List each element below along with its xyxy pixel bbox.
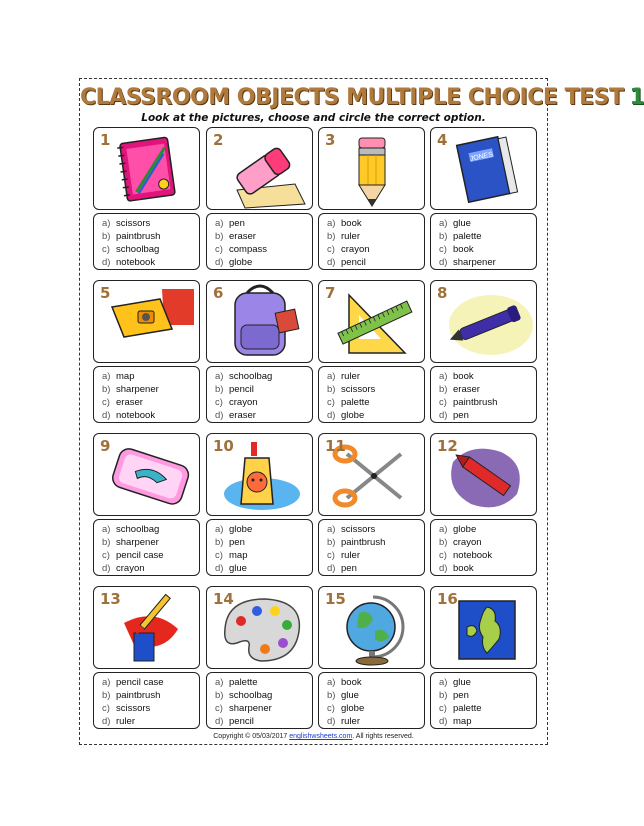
answer-option[interactable] [327, 549, 424, 562]
option-letter: b) [439, 384, 448, 395]
option-letter: c) [439, 703, 447, 714]
question-picture [318, 586, 425, 669]
option-text: palette [453, 703, 482, 714]
option-letter: c) [215, 397, 223, 408]
option-text: globe [341, 703, 365, 714]
option-letter: a) [327, 371, 336, 382]
option-text: paintbrush [453, 397, 498, 408]
option-text: pencil case [116, 550, 164, 561]
question-number: 14 [213, 590, 234, 608]
option-letter: d) [439, 563, 448, 574]
option-letter: c) [102, 550, 110, 561]
answer-option[interactable] [439, 702, 536, 715]
rights-text: . All rights reserved. [352, 733, 414, 740]
option-letter: c) [215, 703, 223, 714]
option-letter: b) [327, 537, 336, 548]
answer-option[interactable] [327, 409, 424, 422]
option-text: notebook [116, 410, 156, 421]
answer-option[interactable] [439, 243, 536, 256]
option-text: crayon [453, 537, 482, 548]
answer-option[interactable] [327, 230, 424, 243]
answer-option[interactable] [439, 715, 536, 728]
answer-option[interactable] [215, 715, 312, 728]
question-number: 3 [325, 131, 336, 149]
answer-option[interactable] [215, 409, 312, 422]
question-picture [206, 433, 313, 516]
option-letter: d) [215, 257, 224, 268]
question-picture [430, 586, 537, 669]
question-number: 10 [213, 437, 234, 455]
option-text: globe [229, 257, 253, 268]
question-picture [206, 280, 313, 363]
answer-option[interactable] [102, 383, 199, 396]
question-card [318, 586, 425, 728]
option-text: map [229, 550, 248, 561]
answer-option[interactable] [102, 217, 199, 230]
question-card [318, 127, 425, 269]
answer-option[interactable] [439, 396, 536, 409]
option-letter: c) [327, 397, 335, 408]
answer-option[interactable] [439, 523, 536, 536]
option-letter: a) [215, 371, 224, 382]
question-card [93, 433, 200, 575]
option-letter: b) [439, 690, 448, 701]
answer-option[interactable] [102, 409, 199, 422]
copyright-text: Copyright © 05/03/2017 [213, 733, 288, 740]
answer-option[interactable] [327, 396, 424, 409]
answer-option[interactable] [439, 409, 536, 422]
option-text: globe [229, 524, 253, 535]
option-letter: c) [327, 550, 335, 561]
option-letter: c) [102, 703, 110, 714]
option-letter: d) [439, 257, 448, 268]
answer-option[interactable] [327, 715, 424, 728]
option-letter: a) [327, 524, 336, 535]
question-card [206, 586, 313, 728]
answer-option[interactable] [327, 217, 424, 230]
option-text: paintbrush [116, 690, 161, 701]
option-text: compass [229, 244, 268, 255]
answer-options [430, 213, 537, 270]
answer-options [430, 519, 537, 576]
answer-option[interactable] [215, 702, 312, 715]
option-letter: c) [439, 244, 447, 255]
question-card [206, 433, 313, 575]
option-letter: d) [439, 716, 448, 727]
answer-option[interactable] [215, 523, 312, 536]
answer-option[interactable] [102, 676, 199, 689]
option-text: pen [453, 690, 469, 701]
question-picture [93, 586, 200, 669]
answer-options [430, 366, 537, 423]
option-text: ruler [116, 716, 136, 727]
option-text: eraser [453, 384, 480, 395]
option-text: notebook [116, 257, 156, 268]
option-letter: b) [102, 537, 111, 548]
question-picture [93, 280, 200, 363]
option-letter: d) [215, 563, 224, 574]
answer-option[interactable] [102, 689, 199, 702]
option-text: scissors [341, 384, 376, 395]
option-text: pencil case [116, 677, 164, 688]
answer-option[interactable] [327, 676, 424, 689]
option-text: globe [453, 524, 477, 535]
answer-option[interactable] [439, 536, 536, 549]
answer-option[interactable] [327, 256, 424, 269]
answer-option[interactable] [102, 396, 199, 409]
question-picture [93, 127, 200, 210]
answer-option[interactable] [439, 676, 536, 689]
option-letter: b) [102, 231, 111, 242]
option-text: book [341, 218, 362, 229]
option-text: glue [453, 218, 471, 229]
answer-options [318, 519, 425, 576]
question-number: 8 [437, 284, 448, 302]
option-letter: d) [102, 257, 111, 268]
option-text: sharpener [116, 384, 159, 395]
option-text: globe [341, 410, 365, 421]
answer-options [93, 366, 200, 423]
option-letter: b) [439, 537, 448, 548]
option-letter: c) [102, 397, 110, 408]
answer-option[interactable] [439, 689, 536, 702]
option-text: pencil [229, 716, 254, 727]
answer-option[interactable] [439, 370, 536, 383]
option-letter: a) [102, 677, 111, 688]
answer-options [206, 519, 313, 576]
answer-option[interactable] [439, 549, 536, 562]
answer-option[interactable] [215, 562, 312, 575]
answer-option[interactable] [327, 702, 424, 715]
question-picture [206, 127, 313, 210]
option-letter: c) [327, 244, 335, 255]
answer-options [206, 366, 313, 423]
answer-option[interactable] [102, 256, 199, 269]
question-card [93, 280, 200, 422]
question-picture [93, 433, 200, 516]
answer-options [93, 672, 200, 729]
answer-options [93, 519, 200, 576]
question-number: 16 [437, 590, 458, 608]
question-picture [430, 433, 537, 516]
question-number: 7 [325, 284, 336, 302]
option-text: pencil [229, 384, 254, 395]
answer-option[interactable] [215, 217, 312, 230]
option-text: pen [229, 218, 245, 229]
option-text: scissors [116, 703, 151, 714]
option-letter: d) [327, 410, 336, 421]
option-letter: a) [215, 218, 224, 229]
question-card [93, 586, 200, 728]
option-text: book [453, 371, 474, 382]
option-letter: b) [215, 537, 224, 548]
answer-options [206, 213, 313, 270]
option-text: pencil [341, 257, 366, 268]
answer-options [93, 213, 200, 270]
option-text: glue [453, 677, 471, 688]
answer-option[interactable] [102, 536, 199, 549]
answer-option[interactable] [215, 396, 312, 409]
option-letter: c) [215, 244, 223, 255]
answer-option[interactable] [327, 383, 424, 396]
option-letter: a) [215, 677, 224, 688]
option-text: palette [341, 397, 370, 408]
option-letter: a) [439, 677, 448, 688]
question-card [206, 127, 313, 269]
answer-option[interactable] [102, 523, 199, 536]
title-number: 1 [629, 85, 644, 110]
question-number: 5 [100, 284, 111, 302]
option-text: glue [341, 690, 359, 701]
option-text: ruler [341, 550, 361, 561]
question-picture [430, 280, 537, 363]
answer-option[interactable] [215, 383, 312, 396]
option-letter: b) [215, 231, 224, 242]
option-text: eraser [229, 231, 256, 242]
option-text: palette [453, 231, 482, 242]
question-card [430, 433, 537, 575]
option-letter: b) [102, 690, 111, 701]
option-text: eraser [229, 410, 256, 421]
option-letter: d) [439, 410, 448, 421]
question-card [430, 280, 537, 422]
question-card [318, 433, 425, 575]
answer-option[interactable] [215, 370, 312, 383]
answer-options [206, 672, 313, 729]
option-letter: b) [439, 231, 448, 242]
option-letter: d) [327, 716, 336, 727]
option-letter: d) [102, 716, 111, 727]
option-text: ruler [341, 231, 361, 242]
question-number: 15 [325, 590, 346, 608]
option-letter: a) [439, 371, 448, 382]
option-letter: b) [327, 231, 336, 242]
question-picture [206, 586, 313, 669]
option-text: book [453, 244, 474, 255]
option-text: book [453, 563, 474, 574]
answer-option[interactable] [215, 230, 312, 243]
option-text: paintbrush [116, 231, 161, 242]
question-picture [318, 280, 425, 363]
question-number: 2 [213, 131, 224, 149]
option-letter: c) [439, 397, 447, 408]
option-letter: b) [215, 690, 224, 701]
option-letter: a) [439, 524, 448, 535]
answer-option[interactable] [215, 549, 312, 562]
answer-options [430, 672, 537, 729]
answer-option[interactable] [327, 536, 424, 549]
option-letter: a) [327, 677, 336, 688]
question-number: 9 [100, 437, 111, 455]
option-letter: d) [102, 410, 111, 421]
option-letter: a) [439, 218, 448, 229]
option-text: schoolbag [229, 371, 273, 382]
option-text: eraser [116, 397, 143, 408]
page-title [80, 85, 644, 110]
option-text: book [341, 677, 362, 688]
title-text: CLASSROOM OBJECTS MULTIPLE CHOICE TEST [80, 85, 624, 110]
answer-option[interactable] [215, 536, 312, 549]
option-text: scissors [116, 218, 151, 229]
question-card [430, 586, 537, 728]
question-picture [318, 433, 425, 516]
question-number: 6 [213, 284, 224, 302]
option-text: crayon [341, 244, 370, 255]
answer-option[interactable] [439, 230, 536, 243]
svg-text:JONES: JONES [469, 151, 494, 163]
instructions: Look at the pictures, choose and circle the correct option. [141, 112, 486, 124]
copyright-footer [80, 733, 547, 740]
option-text: map [453, 716, 472, 727]
worksheet [79, 78, 644, 745]
answer-option[interactable] [102, 230, 199, 243]
option-letter: c) [439, 550, 447, 561]
option-text: pen [453, 410, 469, 421]
answer-option[interactable] [102, 562, 199, 575]
answer-option[interactable] [439, 217, 536, 230]
answer-option[interactable] [215, 256, 312, 269]
option-letter: d) [327, 257, 336, 268]
option-text: schoolbag [116, 524, 160, 535]
option-text: schoolbag [116, 244, 160, 255]
option-letter: a) [102, 218, 111, 229]
option-letter: a) [102, 524, 111, 535]
option-text: sharpener [116, 537, 159, 548]
option-letter: b) [327, 384, 336, 395]
answer-option[interactable] [102, 243, 199, 256]
option-letter: a) [327, 218, 336, 229]
answer-option[interactable] [215, 676, 312, 689]
option-text: ruler [341, 371, 361, 382]
option-text: crayon [116, 563, 145, 574]
answer-option[interactable] [102, 370, 199, 383]
question-card [430, 127, 537, 269]
option-text: pen [229, 537, 245, 548]
site-link[interactable]: englishwsheets.com [289, 733, 353, 740]
answer-option[interactable] [327, 562, 424, 575]
answer-option[interactable] [327, 243, 424, 256]
option-letter: b) [327, 690, 336, 701]
option-letter: a) [215, 524, 224, 535]
question-number: 4 [437, 131, 448, 149]
option-text: ruler [341, 716, 361, 727]
option-text: pen [341, 563, 357, 574]
option-letter: c) [215, 550, 223, 561]
question-picture [430, 127, 537, 210]
option-letter: d) [102, 563, 111, 574]
question-card [206, 280, 313, 422]
option-text: glue [229, 563, 247, 574]
answer-options [318, 672, 425, 729]
question-picture [318, 127, 425, 210]
answer-option[interactable] [327, 523, 424, 536]
answer-option[interactable] [327, 370, 424, 383]
answer-option[interactable] [439, 562, 536, 575]
answer-options [318, 213, 425, 270]
option-text: map [116, 371, 135, 382]
option-text: paintbrush [341, 537, 386, 548]
question-card [318, 280, 425, 422]
option-letter: b) [102, 384, 111, 395]
option-letter: b) [215, 384, 224, 395]
option-letter: c) [102, 244, 110, 255]
option-letter: d) [215, 410, 224, 421]
answer-option[interactable] [102, 715, 199, 728]
option-text: crayon [229, 397, 258, 408]
option-text: sharpener [229, 703, 272, 714]
option-text: scissors [341, 524, 376, 535]
option-letter: d) [215, 716, 224, 727]
answer-option[interactable] [439, 383, 536, 396]
option-text: schoolbag [229, 690, 273, 701]
answer-option[interactable] [439, 256, 536, 269]
answer-option[interactable] [215, 689, 312, 702]
option-letter: c) [327, 703, 335, 714]
answer-option[interactable] [102, 702, 199, 715]
answer-options [318, 366, 425, 423]
answer-option[interactable] [327, 689, 424, 702]
answer-option[interactable] [215, 243, 312, 256]
option-text: notebook [453, 550, 493, 561]
question-number: 11 [325, 437, 346, 455]
answer-option[interactable] [102, 549, 199, 562]
question-number: 12 [437, 437, 458, 455]
question-card [93, 127, 200, 269]
question-number: 1 [100, 131, 111, 149]
option-letter: a) [102, 371, 111, 382]
option-text: palette [229, 677, 258, 688]
option-letter: d) [327, 563, 336, 574]
question-number: 13 [100, 590, 121, 608]
option-text: sharpener [453, 257, 496, 268]
